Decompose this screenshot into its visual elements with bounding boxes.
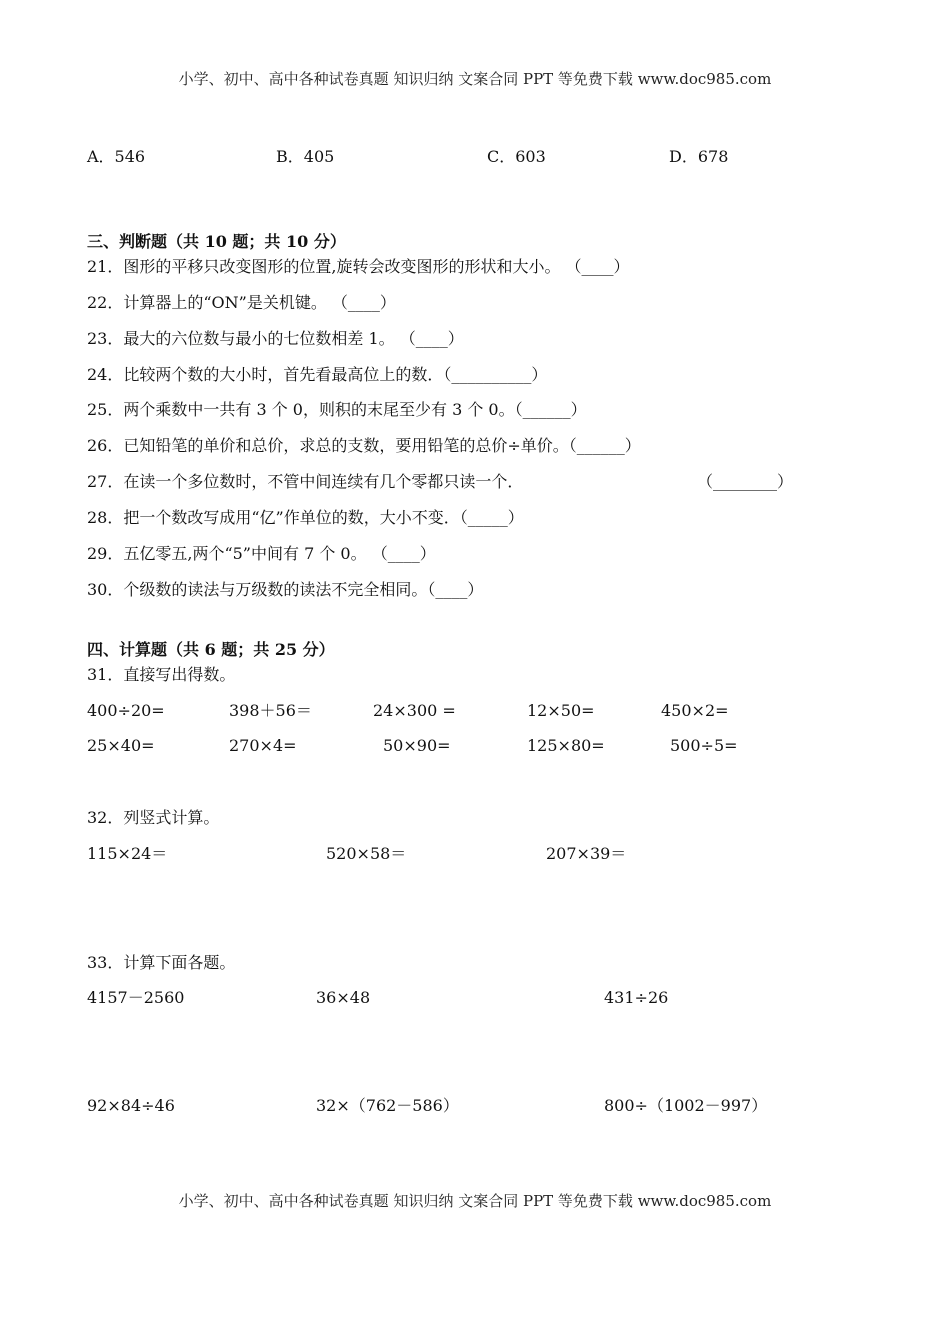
q32-item: 115×24＝: [87, 844, 168, 863]
q31-item: 50×90=: [383, 736, 451, 755]
q33-item: 32×（762－586）: [316, 1096, 459, 1115]
q31-item: 500÷5=: [670, 736, 738, 755]
option-d: D．678: [669, 147, 729, 166]
q31-item: 400÷20=: [87, 701, 165, 720]
question-23: 23．最大的六位数与最小的七位数相差 1。 （____）: [87, 329, 464, 348]
q31-item: 270×4=: [229, 736, 297, 755]
q31-item: 24×300 =: [373, 701, 456, 720]
q32-item: 520×58＝: [326, 844, 407, 863]
question-27: 27．在读一个多位数时，不管中间连续有几个零都只读一个．: [87, 472, 524, 491]
q31-item: 25×40=: [87, 736, 155, 755]
q33-item: 4157－2560: [87, 988, 185, 1007]
q33-item: 800÷（1002－997）: [604, 1096, 768, 1115]
option-b: B．405: [276, 147, 335, 166]
q31-item: 450×2=: [661, 701, 729, 720]
q32-item: 207×39＝: [546, 844, 627, 863]
option-c: C．603: [487, 147, 546, 166]
q31-item: 12×50=: [527, 701, 595, 720]
question-25: 25．两个乘数中一共有 3 个 0，则积的末尾至少有 3 个 0。（______）: [87, 400, 587, 419]
question-27-blank: （________）: [697, 472, 794, 491]
section-title-judgment: 三、判断题（共 10 题；共 10 分）: [87, 232, 346, 251]
q33-item: 36×48: [316, 988, 371, 1007]
question-24: 24．比较两个数的大小时，首先看最高位上的数．（__________）: [87, 365, 548, 384]
q33-item: 431÷26: [604, 988, 669, 1007]
q31-item: 398＋56＝: [229, 701, 312, 720]
question-29: 29．五亿零五,两个“5”中间有 7 个 0。 （____）: [87, 544, 436, 563]
question-26: 26．已知铅笔的单价和总价，求总的支数，要用铅笔的总价÷单价。（______）: [87, 436, 641, 455]
question-31-label: 31．直接写出得数。: [87, 665, 236, 684]
page-footer: 小学、初中、高中各种试卷真题 知识归纳 文案合同 PPT 等免费下载 www.doc985.com: [178, 1192, 772, 1210]
q31-item: 125×80=: [527, 736, 605, 755]
option-a: A．546: [87, 147, 146, 166]
q33-item: 92×84÷46: [87, 1096, 175, 1115]
section-title-calculation: 四、计算题（共 6 题；共 25 分）: [87, 640, 335, 659]
question-28: 28．把一个数改写成用“亿”作单位的数，大小不变．（_____）: [87, 508, 524, 527]
question-22: 22．计算器上的“ON”是关机键。 （____）: [87, 293, 396, 312]
question-30: 30．个级数的读法与万级数的读法不完全相同。（____）: [87, 580, 484, 599]
question-32-label: 32．列竖式计算。: [87, 808, 220, 827]
question-33-label: 33．计算下面各题。: [87, 953, 236, 972]
question-21: 21．图形的平移只改变图形的位置,旋转会改变图形的形状和大小。 （____）: [87, 257, 630, 276]
page-header: 小学、初中、高中各种试卷真题 知识归纳 文案合同 PPT 等免费下载 www.doc985.com: [178, 70, 772, 88]
